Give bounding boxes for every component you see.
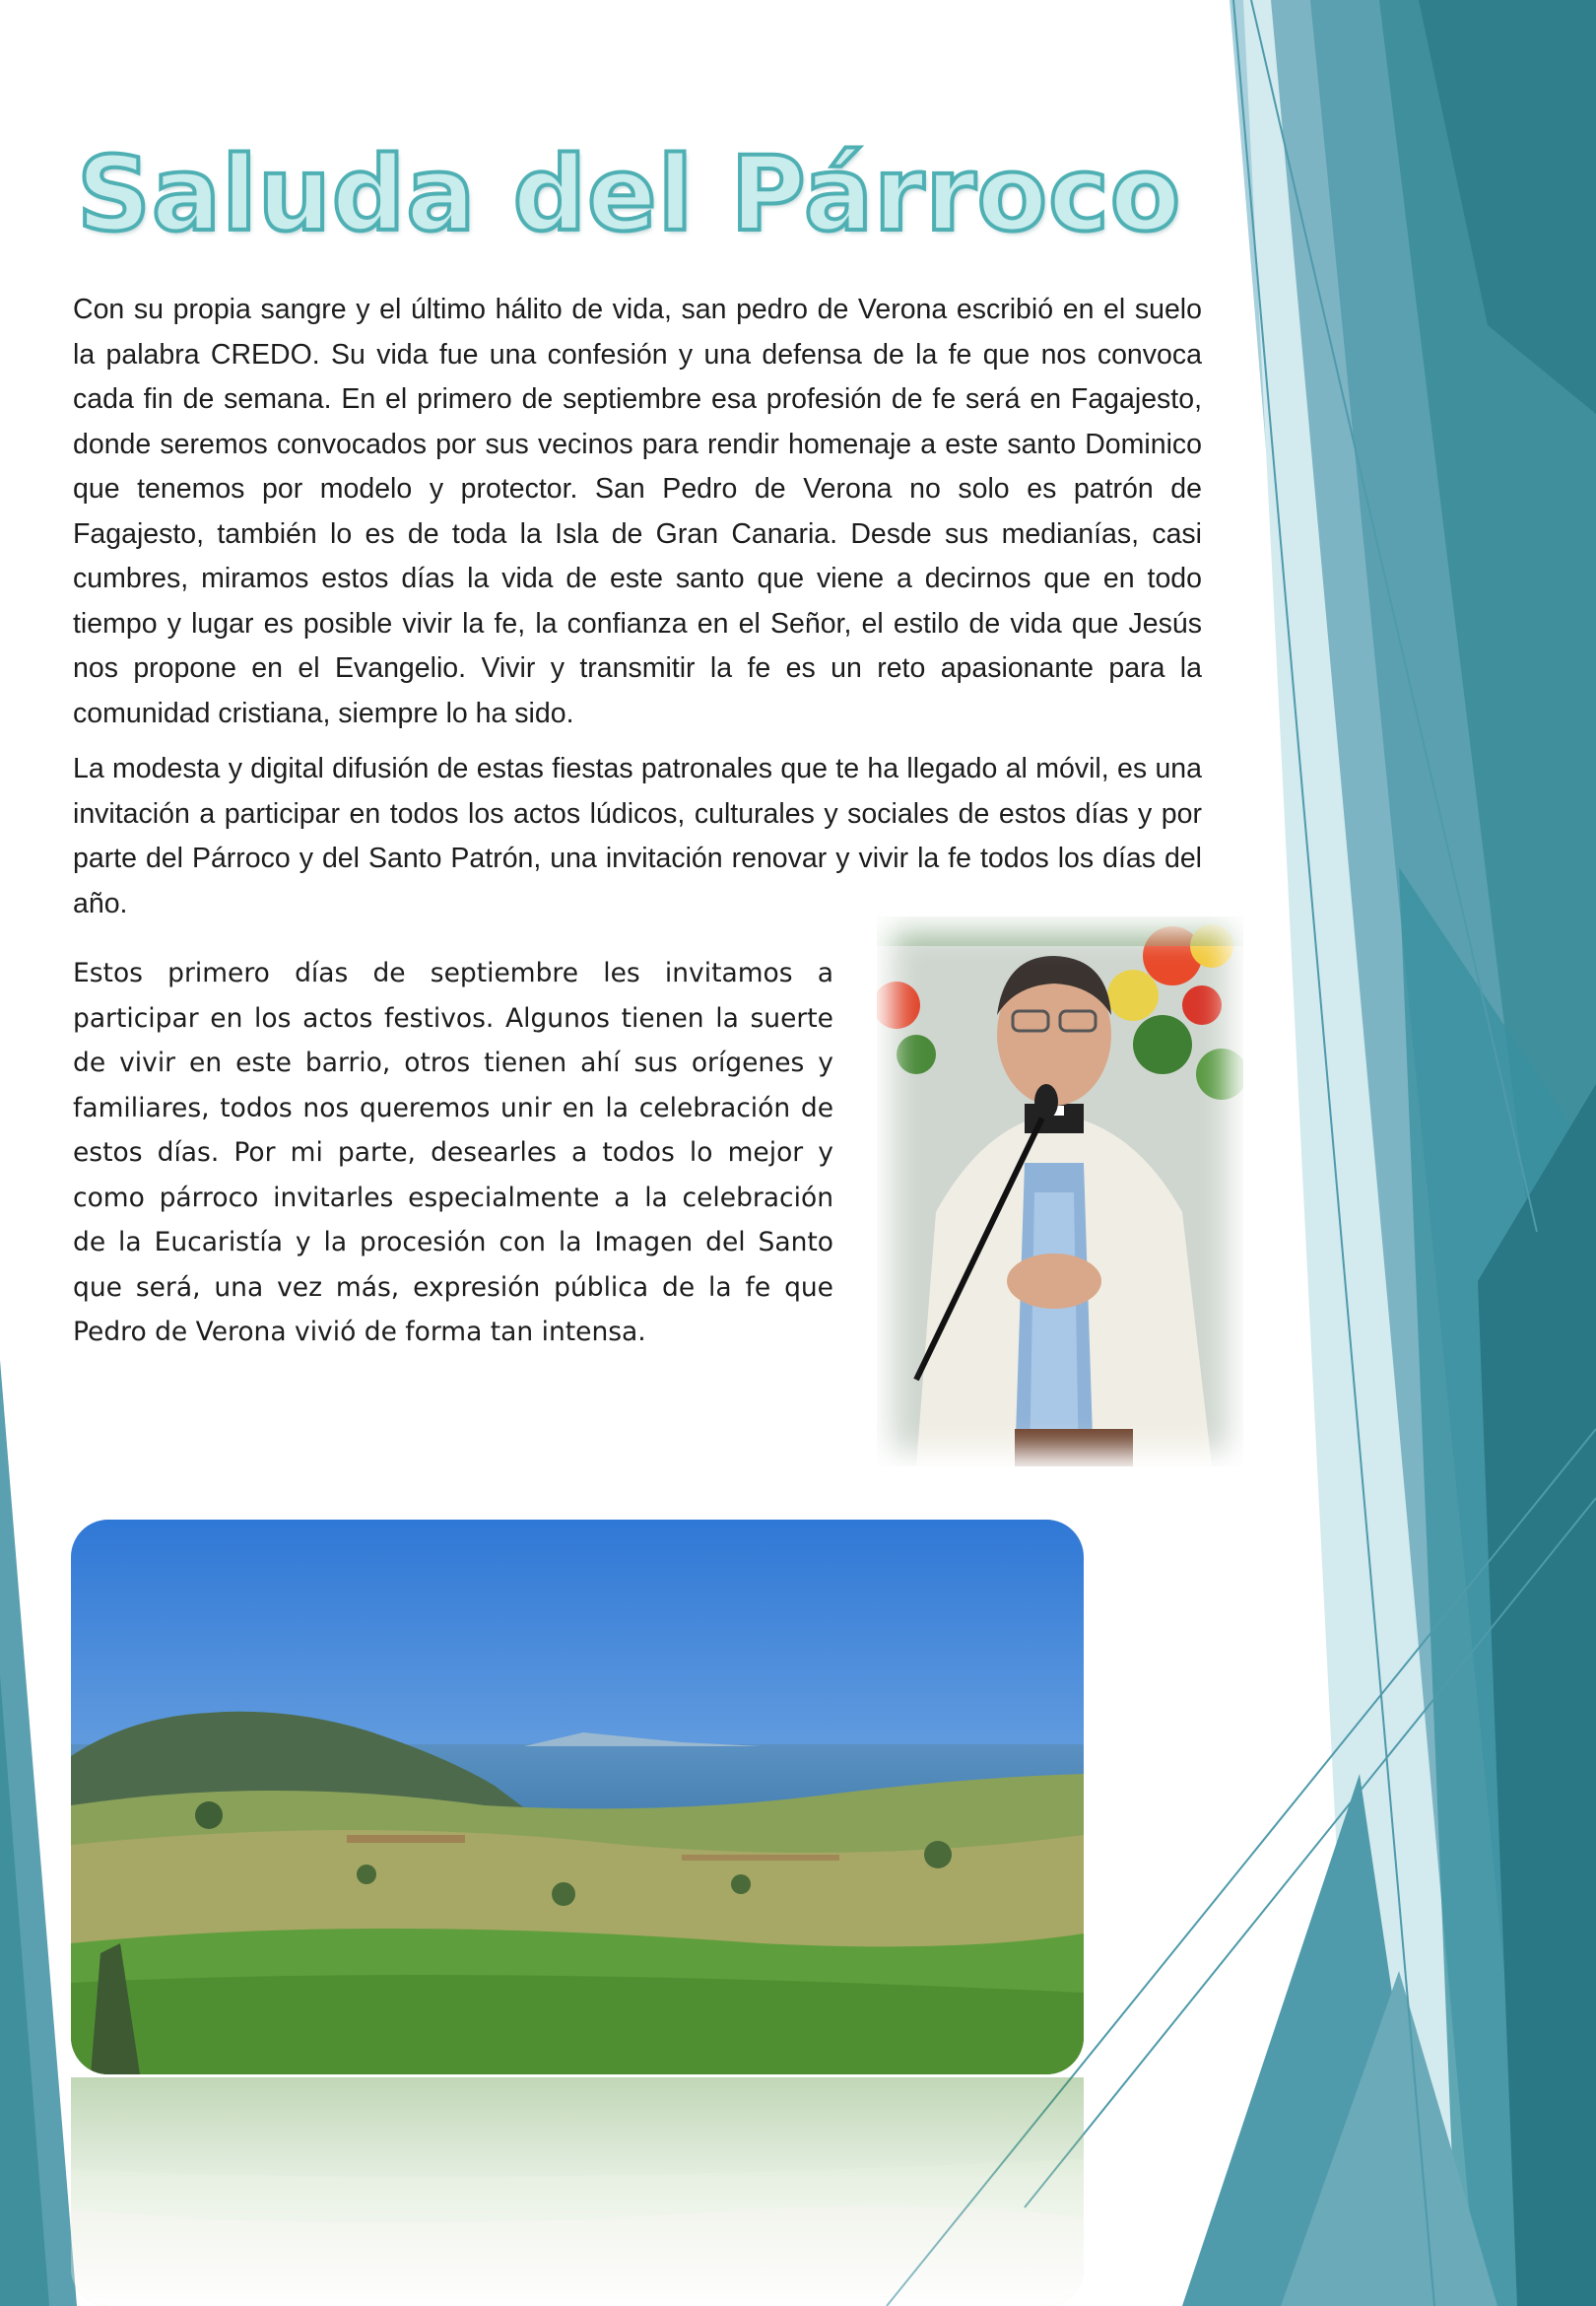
page-title: Saluda del Párroco bbox=[77, 134, 1182, 254]
paragraph-festivities: Estos primero días de septiembre les invitamos a participar en los actos festivos. Algunos tienen la suerte de vivir en este barrio, otros tienen ahí sus orígenes y familiares, todos nos queremos unir en la celebración de estos días. Por mi parte, desearles a todos lo mejor y como párroco invitarles especialmente a la celebración de la Eucaristía y la procesión con la Imagen del Santo que será, una vez más, expresión pública de la fe que Pedro de Verona vivió de forma tan intensa. bbox=[73, 958, 833, 1347]
paragraph-intro: Con su propia sangre y el último hálito de vida, san pedro de Verona escribió en el suelo la palabra CREDO. Su vida fue una confesión y una defensa de la fe que nos convoca cada fin de semana. En el primero de septiembre esa profesión de fe será en Fagajesto, donde seremos convocados por sus vecinos para rendir homenaje a este santo Dominico que tenemos por modelo y protector. San Pedro de Verona no solo es patrón de Fagajesto, también lo es de toda la Isla de Gran Canaria. Desde sus medianías, casi cumbres, miramos estos días la vida de este santo que viene a decirnos que en todo tiempo y lugar es posible vivir la fe, la confianza en el Señor, el estilo de vida que Jesús nos propone en el Evangelio. Vivir y transmitir la fe es un reto apasionante para la comunidad cristiana, siempre lo ha sido. bbox=[73, 294, 1202, 729]
paragraph-invitation: La modesta y digital difusión de estas fiestas patronales que te ha llegado al móvil, es una invitación a participar en todos los actos lúdicos, culturales y sociales de estos días y por parte del Párroco y del Santo Patrón, una invitación renovar y vivir la fe todos los días del año. bbox=[73, 753, 1202, 919]
landscape-photo bbox=[71, 1520, 1084, 2074]
landscape-reflection bbox=[71, 2077, 1084, 2306]
priest-photo bbox=[877, 916, 1243, 1466]
